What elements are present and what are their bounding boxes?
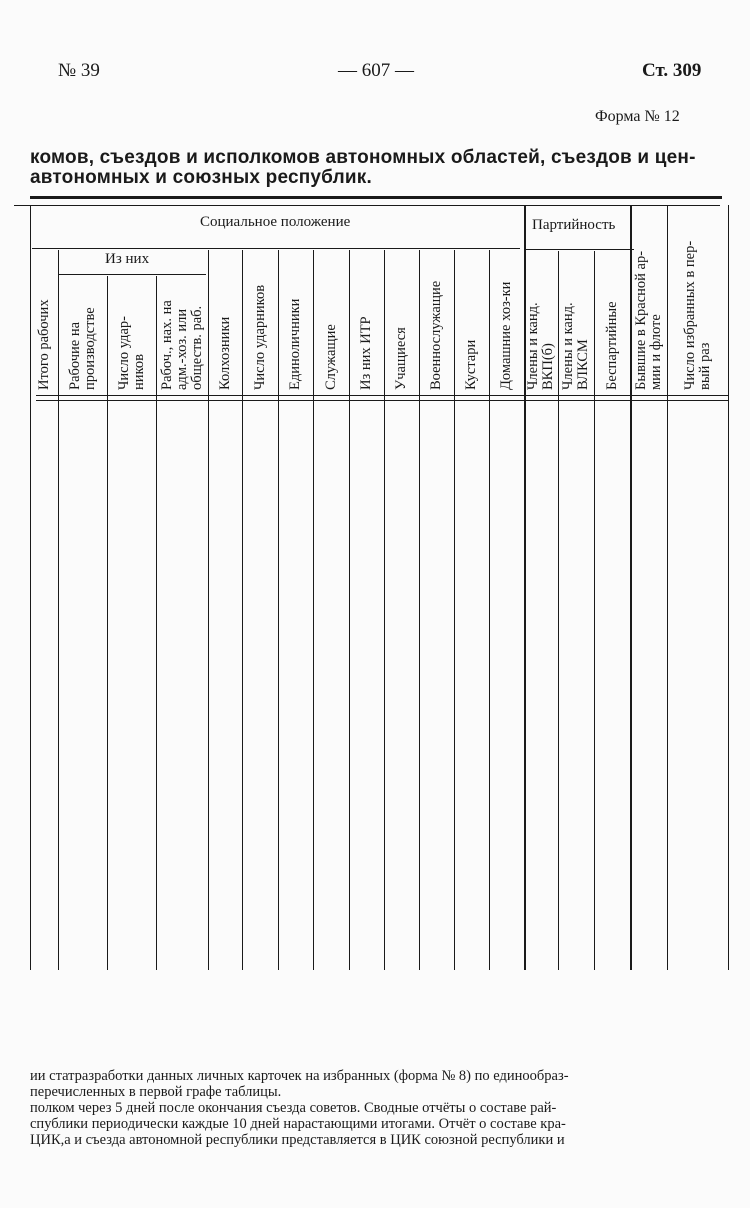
column-header: Число ударников (251, 284, 268, 390)
column-header: Члены и канд. ВЛКСМ (560, 302, 591, 390)
column-header: Колхозники (216, 316, 233, 390)
column-header: Рабочие на производстве (66, 307, 98, 390)
column-header: Число удар- ников (115, 316, 147, 390)
column-header: Учащиеся (393, 327, 409, 390)
document-number: № 39 (58, 60, 100, 81)
column-divider (384, 250, 385, 970)
column-divider (489, 250, 490, 970)
column-divider (594, 251, 595, 970)
column-divider (313, 250, 314, 970)
title-line-1: комов, съездов и исполкомов автономных областей, съездов и цен- (30, 147, 696, 168)
column-divider (454, 250, 455, 970)
table-top-rule-thin (14, 205, 720, 206)
column-divider (630, 205, 632, 970)
column-divider (419, 250, 420, 970)
footnote-line: спублики периодически каждые 10 дней нарастающими итогами. Отчёт о составе кра- (30, 1116, 566, 1132)
of-them-group-underline (58, 274, 206, 275)
column-divider (349, 250, 350, 970)
form-label: Форма № 12 (595, 108, 680, 125)
column-header: Число избранных в пер- вый раз (681, 240, 713, 390)
column-header: Из них ИТР (358, 316, 374, 390)
column-divider (278, 250, 279, 970)
column-header: Бывшие в Красной ар- мии и флоте (632, 250, 664, 390)
column-divider (208, 250, 209, 970)
table-top-rule (30, 196, 722, 199)
footnote-line: перечисленных в первой графе таблицы. (30, 1084, 282, 1100)
footnote-line: ЦИК,а и съезда автономной республики представляется в ЦИК союзной республики и (30, 1132, 565, 1148)
header-bottom-rule-2 (36, 400, 728, 401)
column-header: Рабоч., нах. на адм.-хоз. или обществ. раб. (158, 300, 205, 390)
party-group-underline (526, 249, 634, 250)
column-divider (242, 250, 243, 970)
column-header: Беспартийные (603, 301, 620, 390)
group-header-of-them: Из них (105, 251, 150, 267)
article-number: Ст. 309 (642, 60, 702, 81)
page-number: — 607 — (338, 60, 414, 81)
header-bottom-rule (36, 395, 728, 396)
column-divider (558, 251, 559, 970)
column-divider (107, 276, 108, 970)
column-header: Военнослужащие (428, 280, 444, 390)
column-header: Домашние хоз-ки (498, 281, 514, 390)
column-divider (728, 205, 729, 970)
footnote-line: полком через 5 дней после окончания съезда советов. Сводные отчёты о составе рай- (30, 1100, 557, 1116)
column-header: Члены и канд. ВКП(б) (525, 302, 556, 390)
group-header-social: Социальное положение (200, 214, 351, 230)
column-header: Кустари (463, 339, 479, 390)
footnote-line: ии статразработки данных личных карточек на избранных (форма № 8) по единообраз- (30, 1068, 569, 1084)
column-divider (30, 205, 31, 970)
column-header: Служащие (322, 324, 339, 390)
social-group-underline (32, 248, 520, 249)
column-divider (667, 205, 668, 970)
column-divider (156, 276, 157, 970)
column-header: Итого рабочих (35, 299, 52, 390)
column-divider (58, 250, 59, 970)
column-header: Единоличники (287, 298, 303, 390)
title-line-2: автономных и союзных республик. (30, 167, 372, 188)
group-header-party: Партийность (532, 217, 616, 233)
footnote (30, 1068, 720, 1148)
